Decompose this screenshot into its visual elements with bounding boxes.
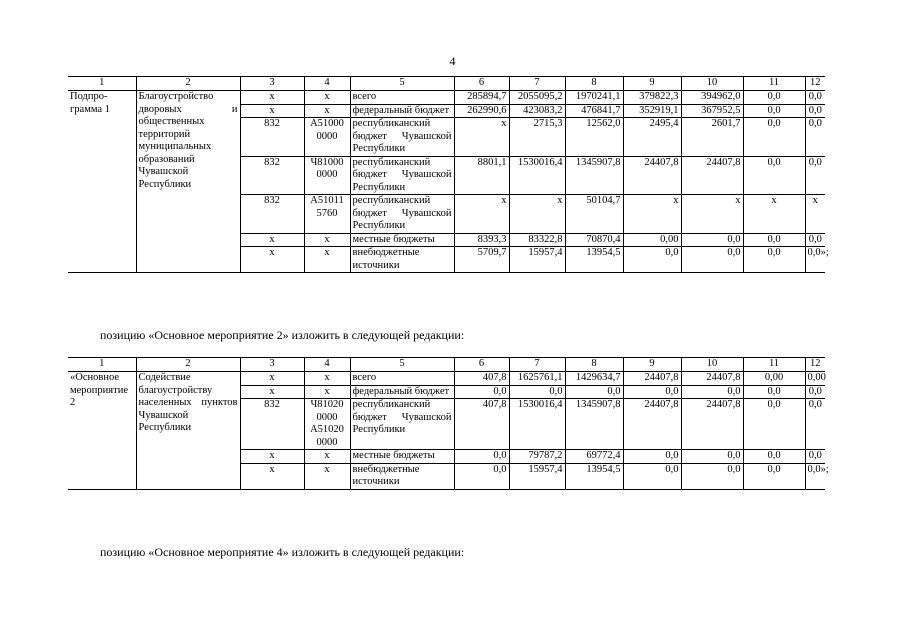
amount-cell: 0,0 bbox=[509, 385, 565, 399]
funding-source-cell: всего bbox=[350, 91, 454, 105]
amount-cell: x bbox=[743, 195, 805, 234]
amount-cell: 262990,6 bbox=[454, 104, 509, 118]
target-article-cell: А51000 0000 bbox=[304, 118, 350, 157]
page-number: 4 bbox=[449, 54, 456, 68]
target-article-cell: x bbox=[304, 385, 350, 399]
column-number: 4 bbox=[304, 358, 350, 372]
responsible-code-cell: x bbox=[240, 450, 304, 464]
amount-cell: 407,8 bbox=[454, 399, 509, 450]
amount-cell: 0,0 bbox=[743, 399, 805, 450]
funding-source-cell: внебюджетные источники bbox=[350, 247, 454, 273]
amount-cell: 0,0 bbox=[805, 104, 825, 118]
column-number: 10 bbox=[681, 358, 743, 372]
funding-source-cell: республиканский бюджет Чувашской Республики bbox=[350, 195, 454, 234]
amount-cell: 0,0 bbox=[743, 450, 805, 464]
instruction-paragraph-1: позицию «Основное мероприятие 2» изложить в следующей редакции: bbox=[100, 328, 465, 342]
amount-cell: 0,0 bbox=[805, 118, 825, 157]
amount-cell: 15957,4 bbox=[509, 463, 565, 489]
amount-cell: 0,00 bbox=[805, 372, 825, 386]
amount-cell: 1530016,4 bbox=[509, 399, 565, 450]
funding-source-cell: республиканский бюджет Чувашской Республики bbox=[350, 118, 454, 157]
amount-cell: 0,0 bbox=[805, 385, 825, 399]
amount-cell: 0,0 bbox=[805, 450, 825, 464]
responsible-code-cell: 832 bbox=[240, 195, 304, 234]
target-article-cell: x bbox=[304, 463, 350, 489]
amount-cell: 2715,3 bbox=[509, 118, 565, 157]
amount-cell: 1625761,1 bbox=[509, 372, 565, 386]
responsible-code-cell: x bbox=[240, 372, 304, 386]
funding-source-cell: республиканский бюджет Чувашской Республики bbox=[350, 156, 454, 195]
column-number: 9 bbox=[623, 358, 681, 372]
amount-cell: 423083,2 bbox=[509, 104, 565, 118]
amount-cell: 0,0 bbox=[805, 156, 825, 195]
amount-cell: 0,0 bbox=[681, 247, 743, 273]
funding-source-cell: внебюджетные источники bbox=[350, 463, 454, 489]
amount-cell: 0,0 bbox=[681, 385, 743, 399]
amount-cell: 1530016,4 bbox=[509, 156, 565, 195]
amount-cell: 0,0 bbox=[805, 399, 825, 450]
amount-cell: 13954,5 bbox=[565, 247, 623, 273]
amount-cell: x bbox=[454, 118, 509, 157]
target-article-cell: Ч81020 0000 А51020 0000 bbox=[304, 399, 350, 450]
table-row bbox=[68, 91, 825, 105]
amount-cell: 0,0 bbox=[623, 385, 681, 399]
program-name-cell: Подпро-грамма 1 bbox=[68, 91, 136, 273]
column-number: 11 bbox=[743, 77, 805, 91]
column-number: 4 bbox=[304, 77, 350, 91]
amount-cell: 24407,8 bbox=[623, 399, 681, 450]
amount-cell: 79787,2 bbox=[509, 450, 565, 464]
column-number: 2 bbox=[136, 77, 240, 91]
funding-source-cell: республиканский бюджет Чувашской Республики bbox=[350, 399, 454, 450]
table-row bbox=[68, 372, 825, 386]
program-description-cell: Содействие благоустройству населенных пунктов Чувашской Республики bbox=[136, 372, 240, 490]
table-header-row bbox=[68, 77, 825, 91]
column-number: 5 bbox=[350, 358, 454, 372]
amount-cell: 69772,4 bbox=[565, 450, 623, 464]
responsible-code-cell: x bbox=[240, 385, 304, 399]
target-article-cell: x bbox=[304, 233, 350, 247]
column-number: 3 bbox=[240, 358, 304, 372]
column-number: 8 bbox=[565, 358, 623, 372]
amount-cell: 0,0 bbox=[681, 233, 743, 247]
amount-cell: x bbox=[623, 195, 681, 234]
amount-cell: 24407,8 bbox=[623, 156, 681, 195]
column-number: 6 bbox=[454, 358, 509, 372]
amount-cell: 2495,4 bbox=[623, 118, 681, 157]
amount-cell: 285894,7 bbox=[454, 91, 509, 105]
column-number: 7 bbox=[509, 77, 565, 91]
amount-cell: 407,8 bbox=[454, 372, 509, 386]
column-number: 3 bbox=[240, 77, 304, 91]
amount-cell: 0,0 bbox=[743, 247, 805, 273]
instruction-paragraph-2: позицию «Основное мероприятие 4» изложить в следующей редакции: bbox=[100, 545, 465, 559]
amount-cell: 367952,5 bbox=[681, 104, 743, 118]
amount-cell: 0,0 bbox=[743, 91, 805, 105]
amount-cell: 2601,7 bbox=[681, 118, 743, 157]
responsible-code-cell: 832 bbox=[240, 156, 304, 195]
responsible-code-cell: x bbox=[240, 247, 304, 273]
column-number: 7 bbox=[509, 358, 565, 372]
amount-cell: 70870,4 bbox=[565, 233, 623, 247]
amount-cell: 8393,3 bbox=[454, 233, 509, 247]
funding-source-cell: федеральный бюджет bbox=[350, 385, 454, 399]
program-name-cell: «Основное мероприятие 2 bbox=[68, 372, 136, 490]
funding-source-cell: местные бюджеты bbox=[350, 450, 454, 464]
amount-cell: 0,0 bbox=[623, 247, 681, 273]
amount-cell: 0,0 bbox=[805, 233, 825, 247]
column-number: 12 bbox=[805, 358, 825, 372]
target-article-cell: А51011 5760 bbox=[304, 195, 350, 234]
amount-cell: 0,0 bbox=[454, 450, 509, 464]
amount-cell: 352919,1 bbox=[623, 104, 681, 118]
column-number: 1 bbox=[68, 77, 136, 91]
funding-source-cell: всего bbox=[350, 372, 454, 386]
amount-cell: 0,0»; bbox=[805, 247, 825, 273]
amount-cell: 24407,8 bbox=[681, 372, 743, 386]
amount-cell: 83322,8 bbox=[509, 233, 565, 247]
table-header-row bbox=[68, 358, 825, 372]
amount-cell: 379822,3 bbox=[623, 91, 681, 105]
amount-cell: 2055095,2 bbox=[509, 91, 565, 105]
amount-cell: x bbox=[681, 195, 743, 234]
funding-source-cell: федеральный бюджет bbox=[350, 104, 454, 118]
amount-cell: x bbox=[805, 195, 825, 234]
amount-cell: 0,0 bbox=[743, 233, 805, 247]
column-number: 6 bbox=[454, 77, 509, 91]
amount-cell: 0,0 bbox=[743, 463, 805, 489]
responsible-code-cell: x bbox=[240, 233, 304, 247]
target-article-cell: Ч81000 0000 bbox=[304, 156, 350, 195]
amount-cell: 0,0 bbox=[805, 91, 825, 105]
amount-cell: 15957,4 bbox=[509, 247, 565, 273]
amount-cell: 0,0 bbox=[743, 104, 805, 118]
column-number: 8 bbox=[565, 77, 623, 91]
amount-cell: 12562,0 bbox=[565, 118, 623, 157]
amount-cell: x bbox=[454, 195, 509, 234]
amount-cell: 5709,7 bbox=[454, 247, 509, 273]
amount-cell: 0,00 bbox=[743, 372, 805, 386]
amount-cell: 0,0 bbox=[743, 156, 805, 195]
amount-cell: 0,0 bbox=[623, 463, 681, 489]
column-number: 5 bbox=[350, 77, 454, 91]
responsible-code-cell: 832 bbox=[240, 118, 304, 157]
column-number: 9 bbox=[623, 77, 681, 91]
target-article-cell: x bbox=[304, 450, 350, 464]
amount-cell: 0,0 bbox=[743, 385, 805, 399]
responsible-code-cell: x bbox=[240, 91, 304, 105]
amount-cell: 1429634,7 bbox=[565, 372, 623, 386]
column-number: 12 bbox=[805, 77, 825, 91]
amount-cell: 0,0 bbox=[681, 463, 743, 489]
column-number: 11 bbox=[743, 358, 805, 372]
amount-cell: 13954,5 bbox=[565, 463, 623, 489]
funding-source-cell: местные бюджеты bbox=[350, 233, 454, 247]
amount-cell: 0,0 bbox=[743, 118, 805, 157]
amount-cell: 1970241,1 bbox=[565, 91, 623, 105]
responsible-code-cell: 832 bbox=[240, 399, 304, 450]
amount-cell: 0,0 bbox=[454, 385, 509, 399]
target-article-cell: x bbox=[304, 372, 350, 386]
amount-cell: 1345907,8 bbox=[565, 156, 623, 195]
responsible-code-cell: x bbox=[240, 104, 304, 118]
amount-cell: 1345907,8 bbox=[565, 399, 623, 450]
amount-cell: 476841,7 bbox=[565, 104, 623, 118]
responsible-code-cell: x bbox=[240, 463, 304, 489]
amount-cell: 8801,1 bbox=[454, 156, 509, 195]
amount-cell: 0,00 bbox=[623, 233, 681, 247]
amount-cell: 24407,8 bbox=[681, 156, 743, 195]
amount-cell: x bbox=[509, 195, 565, 234]
column-number: 10 bbox=[681, 77, 743, 91]
target-article-cell: x bbox=[304, 247, 350, 273]
amount-cell: 0,0 bbox=[681, 450, 743, 464]
column-number: 1 bbox=[68, 358, 136, 372]
amount-cell: 394962,0 bbox=[681, 91, 743, 105]
amount-cell: 24407,8 bbox=[623, 372, 681, 386]
amount-cell: 0,0 bbox=[454, 463, 509, 489]
amount-cell: 0,0 bbox=[623, 450, 681, 464]
amount-cell: 24407,8 bbox=[681, 399, 743, 450]
program-table-2 bbox=[68, 357, 829, 490]
program-description-cell: Благоустройство дворовых и общественных территорий муниципальных образований Чувашской Республики bbox=[136, 91, 240, 273]
amount-cell: 50104,7 bbox=[565, 195, 623, 234]
column-number: 2 bbox=[136, 358, 240, 372]
target-article-cell: x bbox=[304, 91, 350, 105]
target-article-cell: x bbox=[304, 104, 350, 118]
amount-cell: 0,0 bbox=[565, 385, 623, 399]
amount-cell: 0,0»; bbox=[805, 463, 825, 489]
program-table-1 bbox=[68, 76, 829, 273]
